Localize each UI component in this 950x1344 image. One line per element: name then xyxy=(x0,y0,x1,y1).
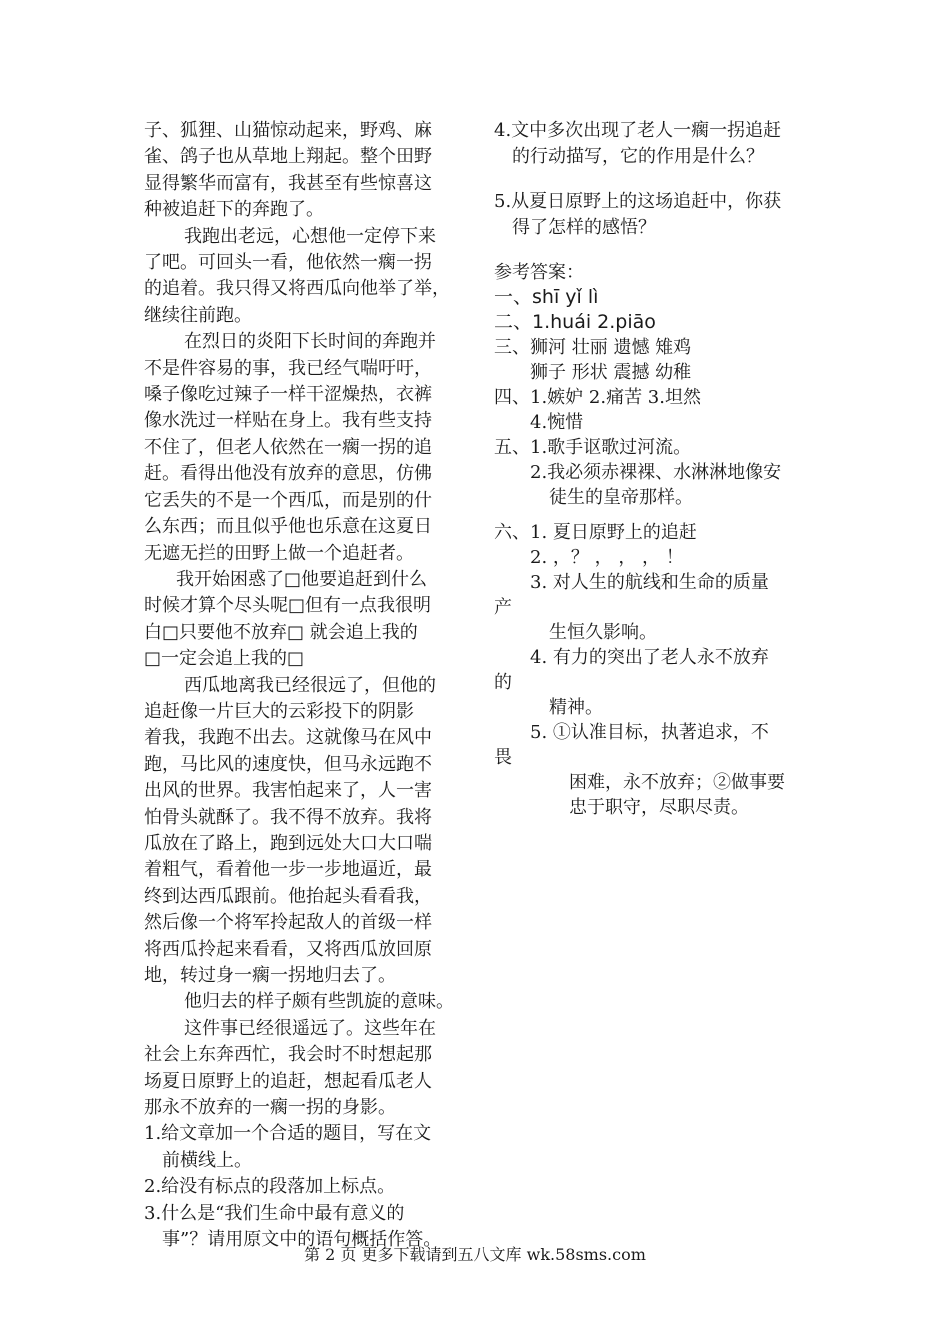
passage-line: 着我，我跑不出去。这就像马在风中 xyxy=(144,727,432,749)
answer-6-cont: 畏 xyxy=(494,746,512,768)
passage-line: 将西瓜拎起来看看，又将西瓜放回原 xyxy=(144,938,432,960)
passage-line: 追赶像一片巨大的云彩投下的阴影 xyxy=(144,700,414,722)
question-1: 1.给文章加一个合适的题目，写在文 xyxy=(144,1123,432,1145)
passage-line: 怕骨头就酥了。我不得不放弃。我将 xyxy=(144,806,432,828)
answer-6-cont: 2. ，？ ， ， ， ！ xyxy=(530,546,684,568)
passage-line: 显得繁华而富有，我甚至有些惊喜这 xyxy=(144,172,432,194)
passage-line: 不住了，但老人依然在一瘸一拐的追 xyxy=(144,436,432,458)
passage-line: 白□只要他不放弃□ 就会追上我的 xyxy=(144,621,418,643)
answer-6-cont: 精神。 xyxy=(549,696,603,718)
question-2: 2.给没有标点的段落加上标点。 xyxy=(144,1176,396,1198)
answer-4: 四、1.嫉妒 2.痛苦 3.坦然 xyxy=(494,386,701,408)
passage-line: 雀、鸽子也从草地上翔起。整个田野 xyxy=(144,146,432,168)
passage-line: 我开始困惑了□他要追赶到什么 xyxy=(176,568,428,590)
passage-line: 种被追赶下的奔跑了。 xyxy=(144,199,324,221)
answer-3: 三、狮河 壮丽 遗憾 雉鸡 xyxy=(494,336,692,358)
passage-line: 了吧。可回头一看，他依然一瘸一拐 xyxy=(144,252,432,274)
passage-line: 终到达西瓜跟前。他抬起头看看我， xyxy=(144,885,432,907)
answers-title: 参考答案： xyxy=(494,261,584,283)
page-footer: 第 2 页 更多下载请到五八文库 wk.58sms.com xyxy=(304,1245,646,1264)
answer-2: 二、1.huái 2.piāo xyxy=(494,310,656,333)
passage-line: □一定会追上我的□ xyxy=(144,648,305,670)
passage-line: 他归去的样子颇有些凯旋的意味。 xyxy=(184,991,454,1013)
passage-line: 在烈日的炎阳下长时间的奔跑并 xyxy=(184,331,436,353)
question-4: 4.文中多次出现了老人一瘸一拐追赶 xyxy=(494,120,782,141)
question-1-cont: 前横线上。 xyxy=(162,1149,252,1171)
passage-line: 么东西；而且似乎他也乐意在这夏日 xyxy=(144,516,432,538)
answer-4-cont: 4.惋惜 xyxy=(530,411,584,433)
passage-line: 着粗气，看着他一步一步地逼近，最 xyxy=(144,859,432,881)
answer-6-cont: 4. 有力的突出了老人永不放弃 xyxy=(530,646,769,668)
answer-6-cont: 忠于职守，尽职尽责。 xyxy=(569,796,749,818)
question-5-cont: 得了怎样的感悟？ xyxy=(512,217,656,239)
answer-5-cont: 2.我必须赤裸裸、水淋淋地像安 xyxy=(530,461,782,483)
passage-line: 赶。看得出他没有放弃的意思，仿佛 xyxy=(144,463,432,485)
passage-line: 时候才算个尽头呢□但有一点我很明 xyxy=(144,595,432,617)
answer-5: 五、1.歌手讴歌过河流。 xyxy=(494,436,692,458)
passage-line: 继续往前跑。 xyxy=(144,304,252,326)
passage-line: 子、狐狸、山猫惊动起来，野鸡、麻 xyxy=(144,120,432,141)
passage-line: 地，转过身一瘸一拐地归去了。 xyxy=(144,965,396,986)
passage-line: 出风的世界。我害怕起来了，人一害 xyxy=(144,780,432,802)
passage-line: 那永不放弃的一瘸一拐的身影。 xyxy=(144,1097,396,1119)
question-3-cont: 事”？请用原文中的语句概括作答。 xyxy=(162,1229,442,1251)
question-4-cont: 的行动描写，它的作用是什么？ xyxy=(512,146,764,168)
passage-line: 然后像一个将军拎起敌人的首级一样 xyxy=(144,912,432,934)
passage-line: 这件事已经很遥远了。这些年在 xyxy=(184,1017,436,1039)
answer-6-cont: 产 xyxy=(494,596,512,618)
answer-6-cont: 的 xyxy=(494,671,512,693)
passage-line: 瓜放在了路上，跑到远处大口大口喘 xyxy=(144,832,432,854)
answer-6-cont: 困难，永不放弃；②做事要 xyxy=(569,771,785,793)
answer-6-cont: 生恒久影响。 xyxy=(549,621,657,643)
answer-6-cont: 3. 对人生的航线和生命的质量 xyxy=(530,571,769,593)
answer-5-cont: 徒生的皇帝那样。 xyxy=(549,486,693,508)
passage-line: 不是件容易的事，我已经气喘吁吁， xyxy=(144,357,432,379)
passage-line: 嗓子像吃过辣子一样干涩燥热，衣裤 xyxy=(144,384,432,406)
right-column xyxy=(494,118,824,820)
left-column xyxy=(144,118,474,1253)
answer-1: 一、shī yǐ lì xyxy=(494,285,599,308)
passage-line: 场夏日原野上的追赶，想起看瓜老人 xyxy=(144,1070,432,1092)
question-5: 5.从夏日原野上的这场追赶中，你获 xyxy=(494,190,782,212)
passage-line: 我跑出老远，心想他一定停下来 xyxy=(184,225,436,247)
passage-line: 跑，马比风的速度快，但马永远跑不 xyxy=(144,753,432,775)
passage-line: 无遮无拦的田野上做一个追赶者。 xyxy=(144,542,414,564)
passage-line: 西瓜地离我已经很远了，但他的 xyxy=(184,674,436,696)
question-3: 3.什么是“我们生命中最有意义的 xyxy=(144,1202,405,1224)
answer-6: 六、1. 夏日原野上的追赶 xyxy=(494,521,697,543)
passage-line: 的追着。我只得又将西瓜向他举了举， xyxy=(144,278,450,300)
answer-6-cont: 5. ①认准目标，执著追求，不 xyxy=(530,721,769,743)
passage-line: 像水洗过一样贴在身上。我有些支持 xyxy=(144,410,432,432)
answer-3-cont: 狮子 形状 震撼 幼稚 xyxy=(530,361,692,383)
passage-line: 社会上东奔西忙，我会时不时想起那 xyxy=(144,1044,432,1066)
passage-line: 它丢失的不是一个西瓜，而是别的什 xyxy=(144,489,432,511)
